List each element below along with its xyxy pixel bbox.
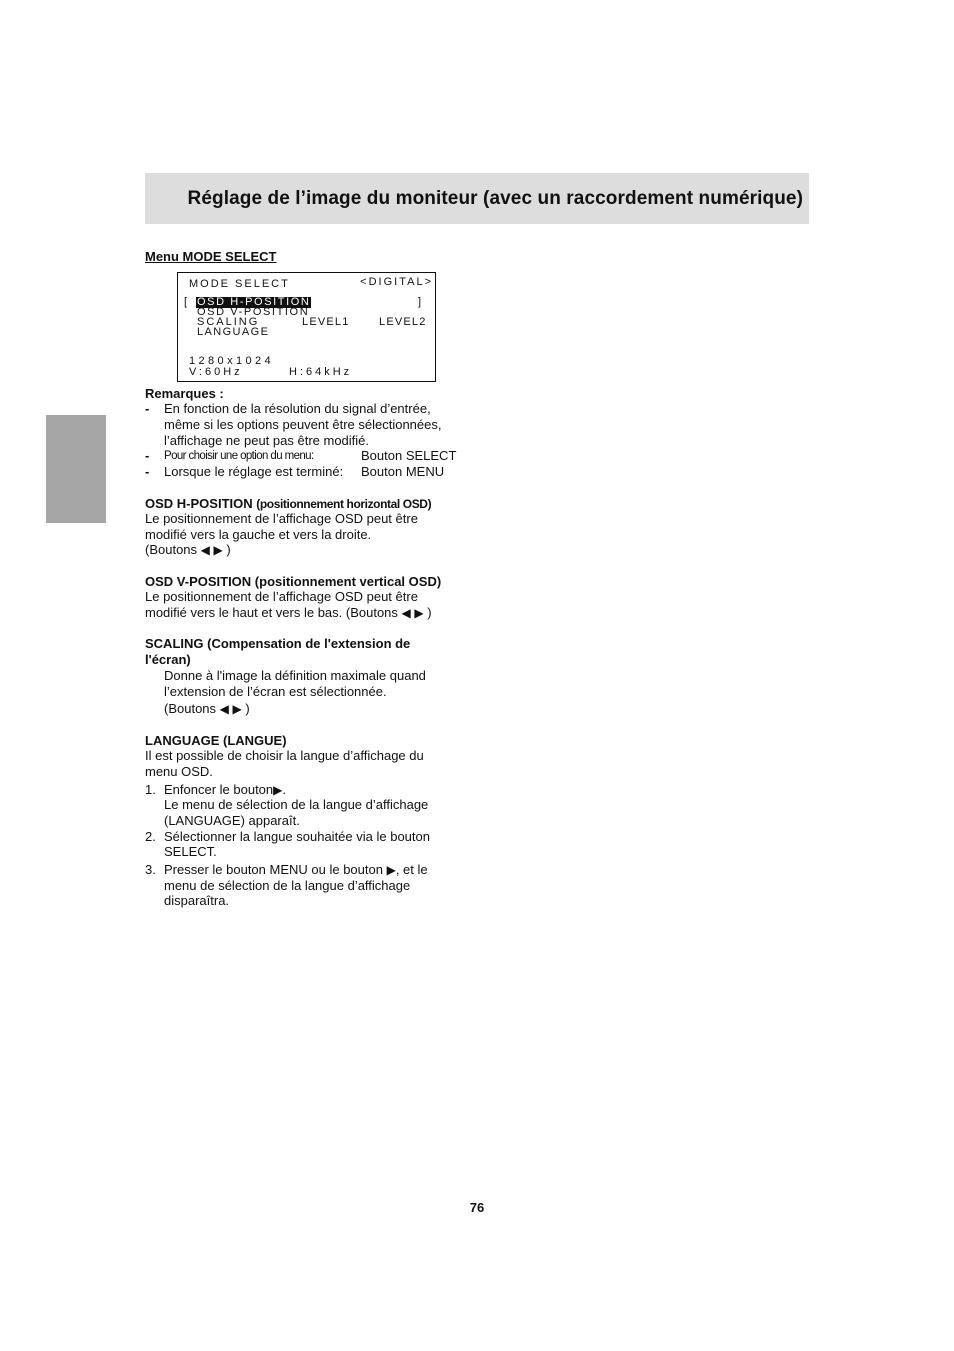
h-position-line1: Le positionnement de l’affichage OSD peut être (145, 511, 418, 526)
left-arrow-icon: ◀ (401, 606, 411, 620)
remarks-item1-line1: En fonction de la résolution du signal d’entrée, (164, 401, 431, 416)
osd-scaling-level2: LEVEL2 (379, 316, 427, 328)
chapter-tab (46, 415, 106, 523)
v-position-line2 (145, 605, 432, 621)
v-position-line2-suffix: ) (427, 605, 432, 620)
h-position-heading-main: OSD H-POSITION (145, 496, 253, 511)
language-step3-suffix: , et le (395, 862, 428, 877)
right-arrow-icon: ▶ (213, 543, 223, 557)
language-step2-line1: Sélectionner la langue souhaitée via le bouton (164, 829, 430, 844)
right-arrow-icon: ▶ (273, 783, 283, 797)
language-step1-line2: Le menu de sélection de la langue d’affichage (164, 797, 429, 812)
language-step3-prefix: Presser le bouton MENU ou le bouton (164, 862, 383, 877)
v-position-line2-prefix: modifié vers le haut et vers le bas. (Boutons (145, 605, 398, 620)
menu-label: Menu MODE SELECT (145, 249, 277, 264)
scaling-line2: l’extension de l’écran est sélectionnée. (164, 684, 387, 699)
language-step3-line3: disparaîtra. (164, 893, 230, 908)
osd-item-h-position: OSD H-POSITION (197, 296, 311, 308)
remarks-heading: Remarques : (145, 386, 224, 401)
language-step3-num: 3. (145, 862, 156, 877)
language-step2-line2: SELECT. (164, 844, 217, 859)
scaling-buttons-prefix: (Boutons (164, 701, 217, 716)
left-arrow-icon: ◀ (200, 543, 210, 557)
right-arrow-icon: ▶ (386, 863, 396, 877)
osd-bracket-close: ] (417, 296, 421, 308)
remarks-item1-line2: même si les options peuvent être sélectionnées, (164, 417, 442, 432)
osd-item-scaling: SCALING (197, 316, 260, 328)
osd-screen (177, 272, 436, 382)
language-step3-line2: menu de sélection de la langue d’affichage (164, 878, 411, 893)
title-bar (145, 173, 809, 224)
h-position-line2: modifié vers la gauche et vers la droite. (145, 527, 372, 542)
language-step1-num: 1. (145, 782, 156, 797)
v-position-line1: Le positionnement de l’affichage OSD peut être (145, 589, 418, 604)
osd-item-language: LANGUAGE (197, 326, 270, 338)
remarks-bullet-2: - (145, 448, 150, 463)
h-position-buttons-suffix: ) (226, 542, 231, 557)
remarks-item2-value: Bouton SELECT (361, 448, 457, 463)
scaling-line1: Donne à l'image la définition maximale quand (164, 668, 426, 683)
scaling-buttons (164, 701, 250, 717)
osd-title: MODE SELECT (189, 278, 290, 290)
language-heading: LANGUAGE (LANGUE) (145, 733, 287, 748)
language-step2-num: 2. (145, 829, 156, 844)
h-position-buttons-prefix: (Boutons (145, 542, 198, 557)
right-arrow-icon: ▶ (414, 606, 424, 620)
scaling-buttons-suffix: ) (245, 701, 250, 716)
page-title: Réglage de l’image du moniteur (avec un raccordement numérique) (187, 188, 803, 209)
language-step1-prefix: Enfoncer le bouton (164, 782, 274, 797)
remarks-bullet-3: - (145, 464, 150, 479)
osd-bracket-open: [ (184, 296, 188, 308)
remarks-item2-label: Pour choisir une option du menu: (164, 450, 314, 462)
right-arrow-icon: ▶ (232, 702, 242, 716)
scaling-heading-line2: l'écran) (145, 652, 191, 667)
osd-h-freq: H:64kHz (289, 366, 353, 378)
osd-v-freq: V:60Hz (189, 366, 243, 378)
remarks-item3-label: Lorsque le réglage est terminé: (164, 464, 344, 479)
osd-resolution: 1280x1024 (189, 355, 275, 367)
osd-signal: <DIGITAL> (360, 276, 433, 288)
language-step1-line1 (164, 782, 286, 798)
h-position-heading (145, 496, 431, 512)
scaling-heading-line1: SCALING (Compensation de l'extension de (145, 636, 411, 651)
h-position-heading-sub: (positionnement horizontal OSD) (256, 497, 432, 511)
page-number: 76 (469, 1200, 485, 1215)
language-intro-line1: Il est possible de choisir la langue d’affichage du (145, 748, 424, 763)
language-step3-line1 (164, 862, 428, 878)
language-intro-line2: menu OSD. (145, 764, 213, 779)
h-position-buttons (145, 542, 231, 558)
remarks-item1-line3: l’affichage ne peut pas être modifié. (164, 433, 370, 448)
left-arrow-icon: ◀ (219, 702, 229, 716)
language-step1-suffix: . (282, 782, 286, 797)
osd-item-v-position: OSD V-POSITION (197, 306, 310, 318)
osd-scaling-level1: LEVEL1 (302, 316, 350, 328)
v-position-heading: OSD V-POSITION (positionnement vertical OSD) (145, 574, 442, 589)
remarks-item3-value: Bouton MENU (361, 464, 445, 479)
remarks-bullet-1: - (145, 401, 150, 416)
language-step1-line3: (LANGUAGE) apparaît. (164, 813, 300, 828)
